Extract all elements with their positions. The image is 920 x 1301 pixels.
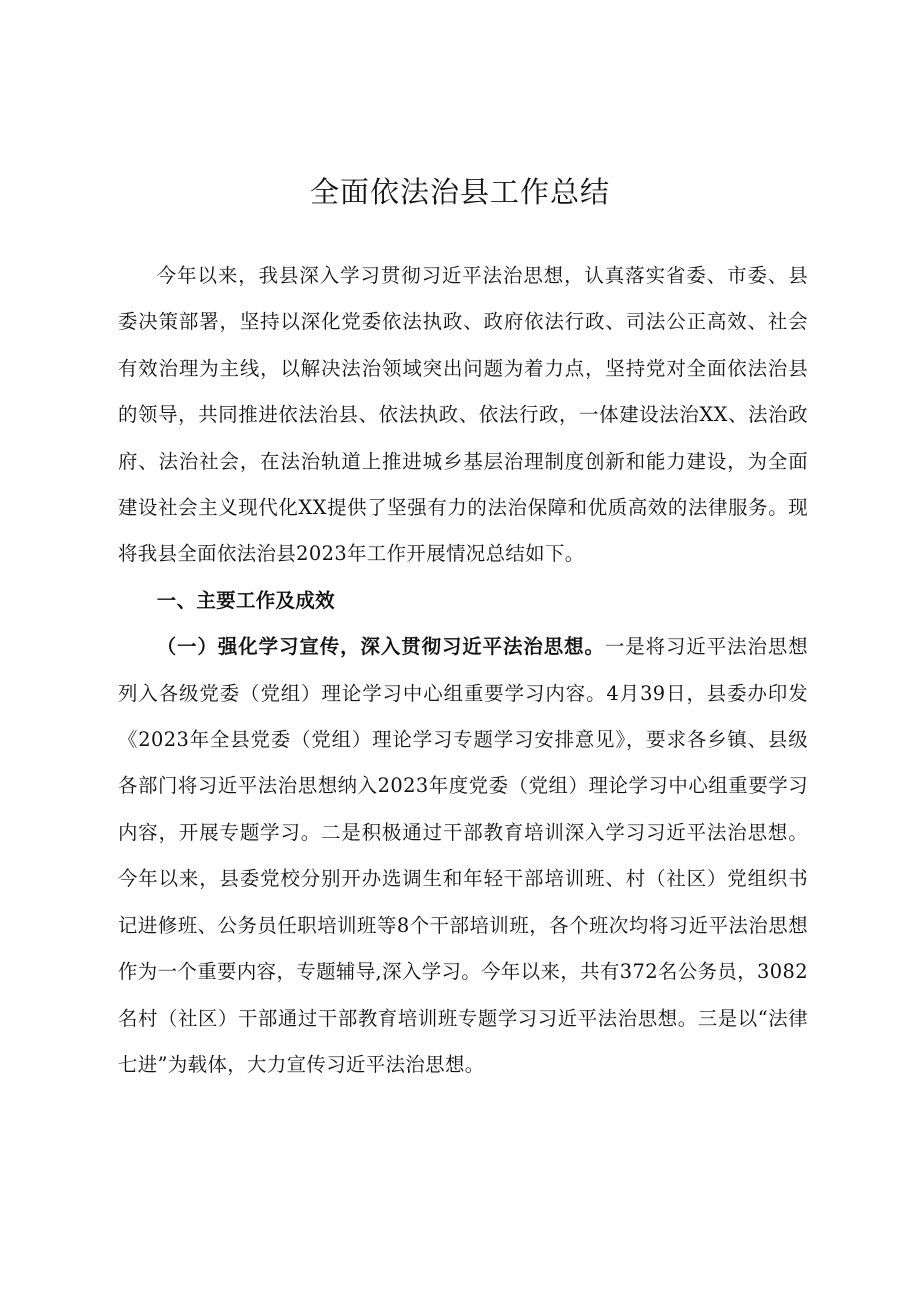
subsection-body-1: 一是将习近平法治思想列入各级党委（党组）理论学习中心组重要学习内容。4月39日，县委办印发《2023年全县党委（党组）理论学习专题学习安排意见》，要求各乡镇、县级各部门将习近平法治思想纳入2023年度党委（党组）理论学习中心组重要学习内容，开展专题学习。二是积极通过干部教育培训深入学习习近平法治思想。今年以来，县委党校分别开办选调生和年轻干部培训班、村（社区）党组织书记进修班、公务员任职培训班等8个干部培训班，各个班次均将习近平法治思想作为一个重要内容，专题辅导,深入学习。今年以来，共有372名公务员，3082名村（社区）干部通过干部教育培训班专题学习习近平法治思想。三是以“法律七进”为载体，大力宣传习近平法治思想。 [118, 635, 808, 1076]
subsection-paragraph-1 [118, 624, 808, 1088]
subsection-lead-1: （一）强化学习宣传，深入贯彻习近平法治思想。 [156, 635, 605, 659]
document-body [118, 253, 808, 1088]
document-title: 全面依法治县工作总结 [309, 175, 610, 209]
intro-paragraph: 今年以来，我县深入学习贯彻习近平法治思想，认真落实省委、市委、县委决策部署，坚持以深化党委依法执政、政府依法行政、司法公正高效、社会有效治理为主线，以解决法治领域突出问题为着力点，坚持党对全面依法治县的领导，共同推进依法治县、依法执政、依法行政，一体建设法治XX、法治政府、法治社会，在法治轨道上推进城乡基层治理制度创新和能力建设，为全面建设社会主义现代化XX提供了坚强有力的法治保障和优质高效的法律服务。现将我县全面依法治县2023年工作开展情况总结如下。 [118, 264, 808, 566]
section-heading-main-work: 一、主要工作及成效 [156, 588, 335, 612]
